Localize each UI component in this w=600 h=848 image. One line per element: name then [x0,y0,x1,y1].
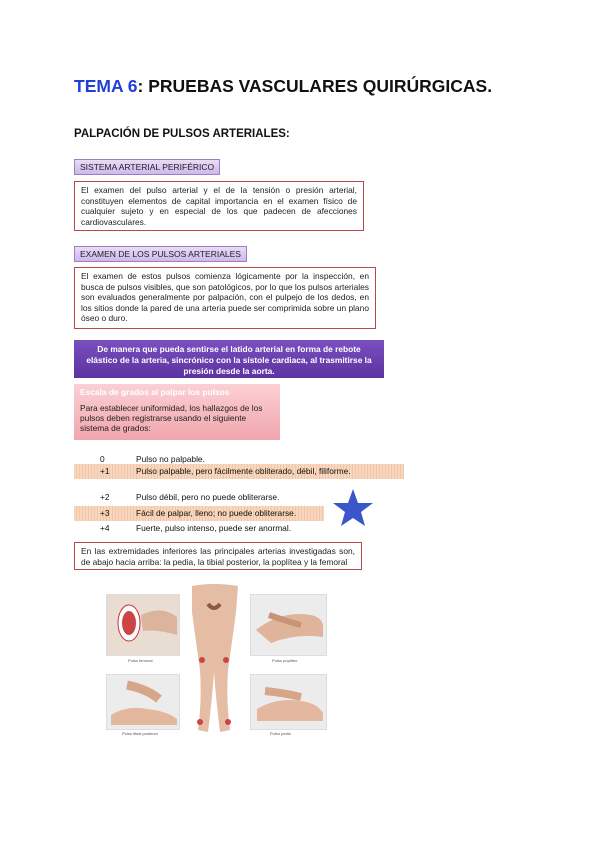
title-rest: : PRUEBAS VASCULARES QUIRÚRGICAS. [137,76,493,96]
grade-text: Pulso débil, pero no puede obliterarse. [136,492,280,502]
popliteal-pulse-photo [250,594,327,656]
femoral-pulse-photo [106,594,180,656]
grade-text: Pulso palpable, pero fácilmente obliterado, débil, filiforme. [136,466,351,476]
grade-num: +2 [100,492,110,502]
grades-intro-text: Para establecer uniformidad, los hallazgos de los pulsos deben registrarse usando el siguiente sistema de grados: [80,403,263,433]
caption-tibial: Pulso tibial posterior [122,731,159,736]
grade-row [74,464,404,479]
sistema-text-box: El examen del pulso arterial y el de la tensión o presión arterial, constituyen elementos de capital importancia en el examen físico de cualquier sujeto y en especial de los que padecen de afecciones cardiovasculares. [74,181,364,231]
examen-tag: EXAMEN DE LOS PULSOS ARTERIALES [74,246,247,262]
grade-row [74,506,324,521]
grade-num: 0 [100,454,105,464]
grade-text: Fácil de palpar, lleno; no puede obliterarse. [136,508,297,518]
section-subtitle: PALPACIÓN DE PULSOS ARTERIALES: [74,128,290,140]
page-title [74,76,492,97]
grades-intro-box [74,384,280,440]
grade-num: +1 [100,466,110,476]
purple-callout: De manera que pueda sentirse el latido arterial en forma de rebote elástico de la arteria, sincrónico con la sístole cardiaca, al trasmitirse la presión desde la aorta. [74,340,384,378]
grade-num: +4 [100,523,110,533]
star-icon [332,488,374,528]
caption-femoral: Pulso femoral [128,658,153,663]
sistema-tag: SISTEMA ARTERIAL PERIFÉRICO [74,159,220,175]
caption-pedal: Pulso pedio [270,731,291,736]
grade-row [74,490,374,505]
posterior-tibial-pulse-photo [106,674,180,730]
grade-text: Fuerte, pulso intenso, puede ser anormal. [136,523,292,533]
caption-popliteal: Pulso poplíteo [272,658,298,663]
grade-row [74,521,374,536]
grades-intro-heading: Escala de grados al palpar los pulsos [80,387,230,397]
examen-text-box: El examen de estos pulsos comienza lógicamente por la inspección, en busca de pulsos visibles, que son patológicos, por lo que los pulsos arteriales son evaluados generalmente por palpación, con el pulpejo de los dedos, en los sitios donde la pared de una arteria puede ser comprimida sobre un plano óseo o duro. [74,267,376,329]
grade-num: +3 [100,508,110,518]
pedal-pulse-photo [250,674,327,730]
grade-text: Pulso no palpable. [136,454,205,464]
legs-figure [178,582,250,740]
final-text-box: En las extremidades inferiores las principales arterias investigadas son, de abajo hacia arriba: la pedia, la tibial posterior, la poplítea y la femoral [74,542,362,570]
title-prefix: TEMA 6 [74,76,138,96]
